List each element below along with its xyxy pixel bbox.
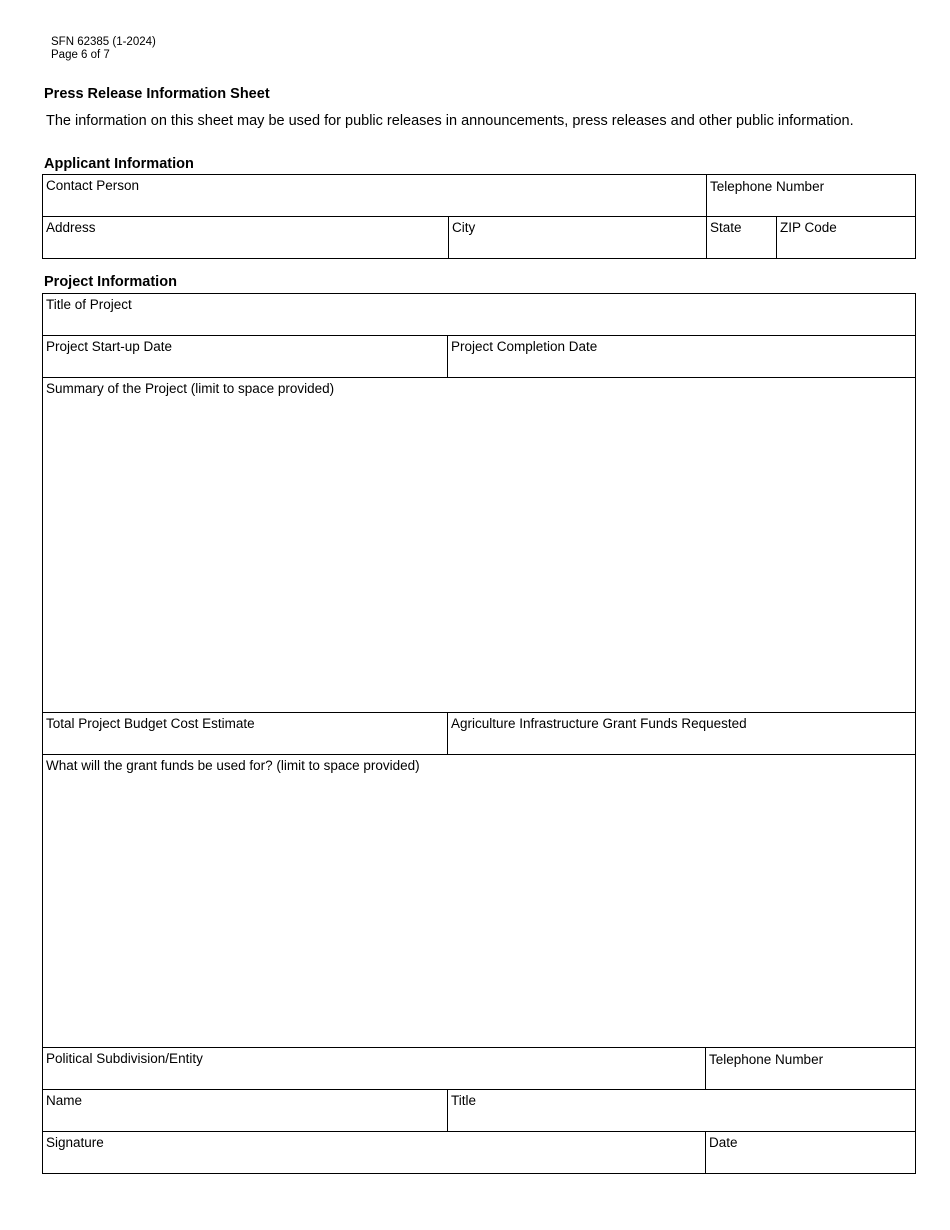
entity-telephone-field[interactable] — [706, 1048, 915, 1090]
grant-requested-label: Agriculture Infrastructure Grant Funds Requested — [451, 716, 747, 731]
signature-field[interactable] — [43, 1132, 706, 1173]
grant-requested-field[interactable] — [448, 713, 915, 755]
name-field[interactable] — [43, 1090, 448, 1132]
title-label: Title — [451, 1093, 477, 1108]
page-title: Press Release Information Sheet — [44, 86, 270, 102]
zip-code-field[interactable] — [777, 217, 915, 258]
state-field[interactable] — [707, 217, 777, 258]
contact-person-label: Contact Person — [46, 178, 140, 193]
date-field[interactable] — [706, 1132, 915, 1173]
intro-text: The information on this sheet may be used for public releases in announcements, press releases and other public information. — [46, 113, 854, 129]
state-label: State — [710, 220, 742, 235]
project-summary-label: Summary of the Project (limit to space provided) — [46, 381, 335, 396]
city-label: City — [452, 220, 476, 235]
start-date-field[interactable] — [43, 336, 448, 378]
grant-use-field[interactable] — [43, 755, 915, 1048]
form-identifier — [51, 36, 156, 62]
title-of-project-field[interactable] — [43, 294, 915, 336]
applicant-section-heading: Applicant Information — [44, 156, 194, 172]
completion-date-field[interactable] — [448, 336, 915, 378]
name-label: Name — [46, 1093, 83, 1108]
project-section-heading: Project Information — [44, 274, 177, 290]
budget-estimate-field[interactable] — [43, 713, 448, 755]
page-number: Page 6 of 7 — [51, 49, 110, 61]
address-label: Address — [46, 220, 96, 235]
applicant-telephone-label: Telephone Number — [710, 179, 825, 194]
form-number: SFN 62385 (1-2024) — [51, 36, 156, 48]
contact-person-field[interactable] — [43, 175, 707, 217]
budget-estimate-label: Total Project Budget Cost Estimate — [46, 716, 255, 731]
zip-code-label: ZIP Code — [780, 220, 837, 235]
grant-use-label: What will the grant funds be used for? (limit to space provided) — [46, 758, 420, 773]
completion-date-label: Project Completion Date — [451, 339, 598, 354]
title-field[interactable] — [448, 1090, 915, 1132]
start-date-label: Project Start-up Date — [46, 339, 173, 354]
title-of-project-label: Title of Project — [46, 297, 132, 312]
date-label: Date — [709, 1135, 738, 1150]
project-table — [42, 293, 916, 1174]
address-field[interactable] — [43, 217, 449, 258]
political-subdivision-label: Political Subdivision/Entity — [46, 1051, 203, 1066]
applicant-telephone-field[interactable] — [707, 175, 915, 217]
city-field[interactable] — [449, 217, 707, 258]
project-summary-field[interactable] — [43, 378, 915, 713]
entity-telephone-label: Telephone Number — [709, 1052, 824, 1067]
applicant-table — [42, 174, 916, 259]
signature-label: Signature — [46, 1135, 104, 1150]
political-subdivision-field[interactable] — [43, 1048, 706, 1090]
